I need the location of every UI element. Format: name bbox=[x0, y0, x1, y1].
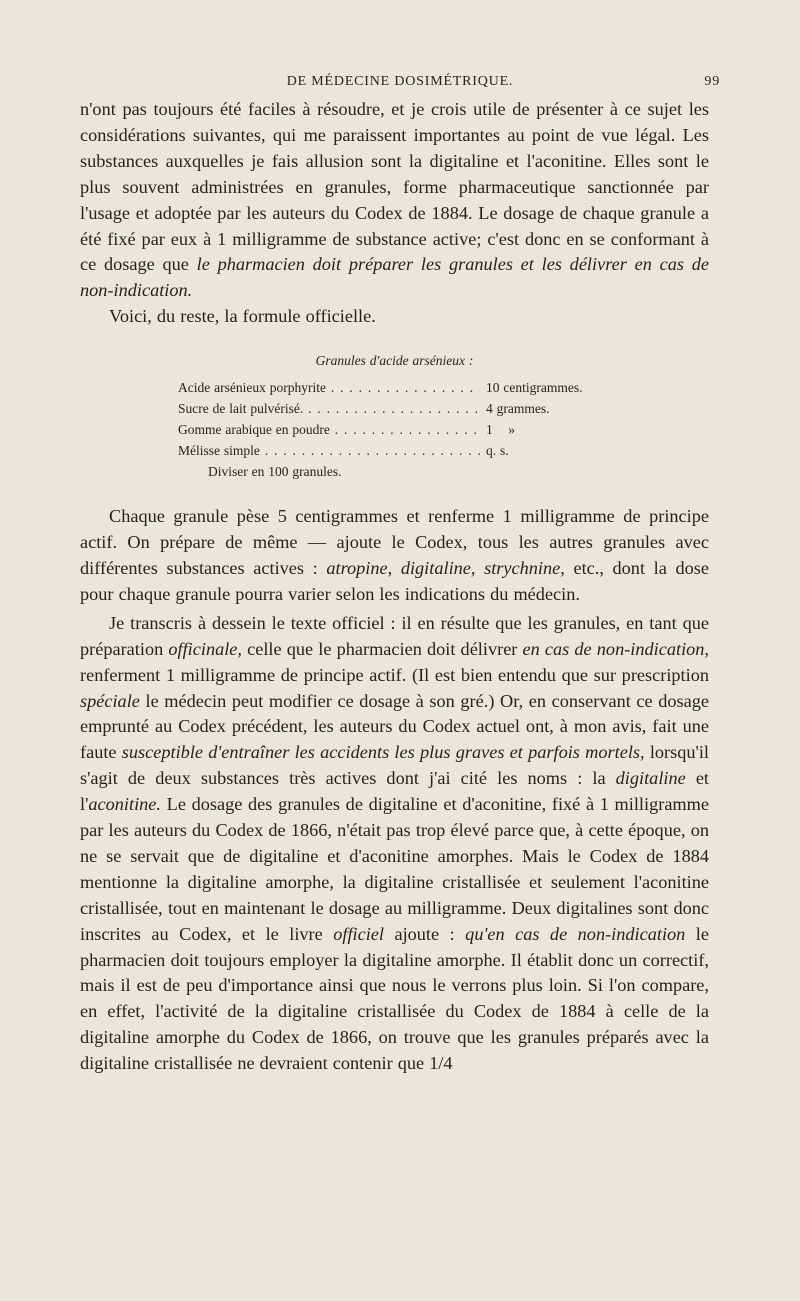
emphasis-span: atropine, digitaline, strychnine, bbox=[326, 557, 565, 578]
emphasis-span: qu'en cas de non-indication bbox=[465, 923, 686, 944]
ingredient-name: Gomme arabique en poudre . . . bbox=[178, 419, 480, 440]
page-body bbox=[80, 97, 709, 1077]
ingredient-name: Sucre de lait pulvérisé. . . . bbox=[178, 398, 480, 419]
running-title: DE MÉDECINE DOSIMÉTRIQUE. bbox=[286, 74, 514, 89]
paragraph-4 bbox=[80, 611, 709, 1077]
text-span: Je transcris à dessein le texte officiel : il en résulte que les granules, en tant que préparation bbox=[80, 612, 709, 659]
ingredient-quantity: q. s. bbox=[486, 443, 509, 459]
recipe-row bbox=[80, 377, 709, 398]
ingredient-quantity: 1 » bbox=[486, 422, 515, 438]
ingredient-name: Acide arsénieux porphyrite . . . bbox=[178, 377, 480, 398]
recipe-block bbox=[80, 350, 709, 482]
text-span: celle que le pharmacien doit délivrer bbox=[242, 638, 523, 659]
text-span: n'ont pas toujours été faciles à résoudre, et je crois utile de présenter à ce sujet les considérations suivantes, qui me paraissent importantes au point de vue légal. Les substances auxquelles je fais allusion sont la digitaline et l'aconitine. Elles sont le plus souvent administrées en granules, forme pharmaceutique sanctionnée par l'usage et adoptée par les auteurs du Codex de 1884. Le dosage de chaque granule a été fixé par eux à 1 milligramme de substance active; c'est donc en se conformant à ce dosage que bbox=[80, 99, 709, 275]
paragraph-2: Voici, du reste, la formule officielle. bbox=[109, 306, 376, 327]
text-span: lorsqu'il s'agit de deux substances très actives dont j'ai cité les noms : la bbox=[80, 742, 709, 789]
emphasis-span: le pharmacien doit préparer les granules et les délivrer en cas de non-indication. bbox=[80, 254, 709, 301]
recipe-row bbox=[80, 398, 709, 419]
emphasis-span: susceptible d'entraîner les accidents les plus graves et parfois mortels, bbox=[121, 742, 645, 763]
recipe-instruction: Diviser en 100 granules. bbox=[208, 464, 342, 480]
text-span: Chaque granule pèse 5 centigrammes et renferme 1 milligramme de principe actif. On prépare de même — ajoute le Codex, tous les autres granules avec différentes substances actives : bbox=[80, 506, 709, 578]
text-span: et l' bbox=[80, 768, 710, 815]
emphasis-span: digitaline bbox=[615, 768, 686, 789]
recipe-title: Granules d'acide arsénieux : bbox=[315, 353, 474, 369]
recipe-row bbox=[80, 419, 709, 440]
paragraph-1 bbox=[80, 97, 709, 304]
emphasis-span: spéciale bbox=[80, 690, 140, 711]
page-number: 99 bbox=[704, 74, 720, 89]
ingredient-quantity: 10 centigrammes. bbox=[486, 380, 583, 396]
ingredient-quantity: 4 grammes. bbox=[486, 401, 550, 417]
emphasis-span: aconitine. bbox=[88, 794, 161, 815]
emphasis-span: officiel bbox=[333, 923, 384, 944]
ingredient-name: Mélisse simple . . . bbox=[178, 440, 480, 461]
text-span: ajoute : bbox=[383, 923, 466, 944]
text-span: le pharmacien doit toujours employer la digitaline amorphe. Il établit donc un correctif, mais il est de peu d'importance ainsi que nous le verrons plus loin. Si l'on compare, en effet, l'activité de la digitaline cristallisée du Codex de 1884 à celle de la digitaline amorphe du Codex de 1866, on trouve que les granules préparés avec la digitaline cristallisée ne devraient contenir que 1/4 bbox=[80, 923, 709, 1074]
paragraph-3 bbox=[80, 504, 709, 608]
text-span: le médecin peut modifier ce dosage à son gré.) Or, en conservant ce dosage emprunté au Codex précédent, les auteurs du Codex actuel ont, à mon avis, fait une faute bbox=[80, 690, 709, 763]
text-span: Le dosage des granules de digitaline et d'aconitine, fixé à 1 milligramme par les auteurs du Codex de 1866, n'était pas trop élevé parce que, à cette époque, on ne se servait que de digitaline et d'aconitine amorphes. Mais le Codex de 1884 mentionne la digitaline amorphe, la digitaline cristallisée et seulement l'aconitine cristallisée, tout en maintenant le dosage au milligramme. Deux digitalines sont donc inscrites au Codex, et le livre bbox=[80, 794, 709, 944]
text-span: renferment 1 milligramme de principe actif. (Il est bien entendu que sur prescription bbox=[80, 664, 709, 685]
text-span: etc., dont la dose pour chaque granule pourra varier selon les indications du médecin. bbox=[80, 557, 709, 604]
emphasis-span: officinale, bbox=[168, 638, 242, 659]
recipe-row bbox=[80, 440, 709, 461]
emphasis-span: en cas de non-indication, bbox=[522, 638, 710, 659]
